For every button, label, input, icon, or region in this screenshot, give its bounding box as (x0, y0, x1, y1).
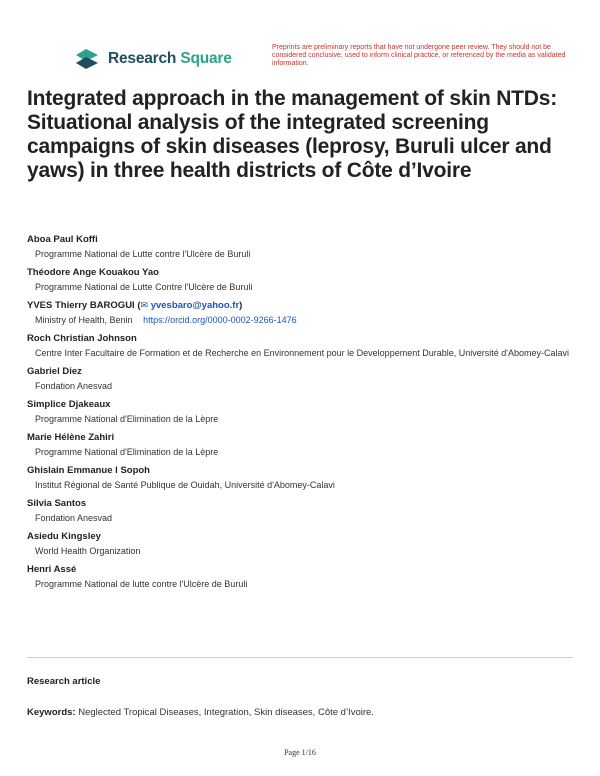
keywords-line (27, 707, 374, 718)
author-name[interactable]: Silvia Santos (27, 498, 87, 509)
author-name-with-email: YVES Thierry BAROGUI (✉ yvesbaro@yahoo.fr) (27, 300, 243, 311)
author-entry (27, 398, 587, 428)
author-entry (27, 332, 587, 362)
author-name[interactable]: Théodore Ange Kouakou Yao (27, 267, 159, 278)
author-entry (27, 233, 587, 263)
brand-name (108, 50, 232, 68)
keywords-value: Neglected Tropical Diseases, Integration, Skin diseases, Côte d’Ivoire. (78, 707, 374, 718)
preprint-notice: Preprints are preliminary reports that have not undergone peer review. They should not be considered conclusive, used to inform clinical practice, or referenced by the media as validated information. (272, 44, 566, 67)
author-affiliation: Ministry of Health, Benin (35, 315, 133, 325)
author-affiliation: Fondation Anesvad (35, 381, 113, 391)
section-divider (27, 657, 573, 658)
author-affiliation: Programme National d'Elimination de la Lèpre (35, 414, 219, 424)
author-affiliation: Centre Inter Facultaire de Formation et de Recherche en Environnement pour le Developpement Durable, Université d'Abomey-Calavi (35, 348, 569, 358)
author-entry (27, 464, 587, 494)
author-name[interactable]: Ghislain Emmanue l Sopoh (27, 465, 150, 476)
author-affiliation: Institut Régional de Santé Publique de Ouidah, Université d'Abomey-Calavi (35, 480, 335, 490)
author-name[interactable]: Gabriel Diez (27, 366, 82, 377)
paper-title: Integrated approach in the management of skin NTDs: Situational analysis of the integrated screening campaigns of skin diseases (leprosy, Buruli ulcer and yaws) in three health districts of Côte d’Ivoire (27, 87, 558, 182)
author-name[interactable]: YVES Thierry BAROGUI (27, 300, 135, 311)
author-entry (27, 431, 587, 461)
author-name[interactable]: Marie Hélène Zahiri (27, 432, 115, 443)
author-affiliation: Programme National de lutte contre l'Ulcère de Buruli (35, 579, 248, 589)
author-list (27, 233, 587, 596)
envelope-icon: ✉ (140, 300, 149, 310)
article-type: Research article (27, 676, 101, 687)
page-number: Page 1/16 (284, 748, 316, 757)
author-name[interactable]: Simplice Djakeaux (27, 399, 111, 410)
author-affiliation: Programme National d'Elimination de la Lèpre (35, 447, 219, 457)
author-name[interactable]: Henri Assé (27, 564, 77, 575)
author-affiliation-line (27, 312, 587, 329)
author-entry (27, 299, 587, 329)
author-affiliation: Fondation Anesvad (35, 513, 113, 523)
author-email-link[interactable]: yvesbaro@yahoo.fr (150, 300, 240, 311)
author-entry (27, 497, 587, 527)
author-name[interactable]: Aboa Paul Koffi (27, 234, 98, 245)
research-square-logo-icon (74, 46, 100, 72)
page-header (74, 44, 564, 78)
orcid-link[interactable]: https://orcid.org/0000-0002-9266-1476 (143, 315, 297, 325)
author-affiliation: Programme National de Lutte contre l'Ulcère de Buruli (35, 249, 251, 259)
author-name[interactable]: Roch Christian Johnson (27, 333, 137, 344)
brand-first: Research (108, 50, 177, 67)
keywords-label: Keywords: (27, 707, 76, 718)
author-entry (27, 266, 587, 296)
author-affiliation: Programme National de Lutte Contre l'Ulcère de Buruli (35, 282, 253, 292)
research-square-logo[interactable] (74, 46, 232, 72)
author-entry (27, 563, 587, 593)
author-entry (27, 365, 587, 395)
author-entry (27, 530, 587, 560)
author-name[interactable]: Asiedu Kingsley (27, 531, 101, 542)
brand-second: Square (180, 50, 232, 67)
author-affiliation: World Health Organization (35, 546, 141, 556)
